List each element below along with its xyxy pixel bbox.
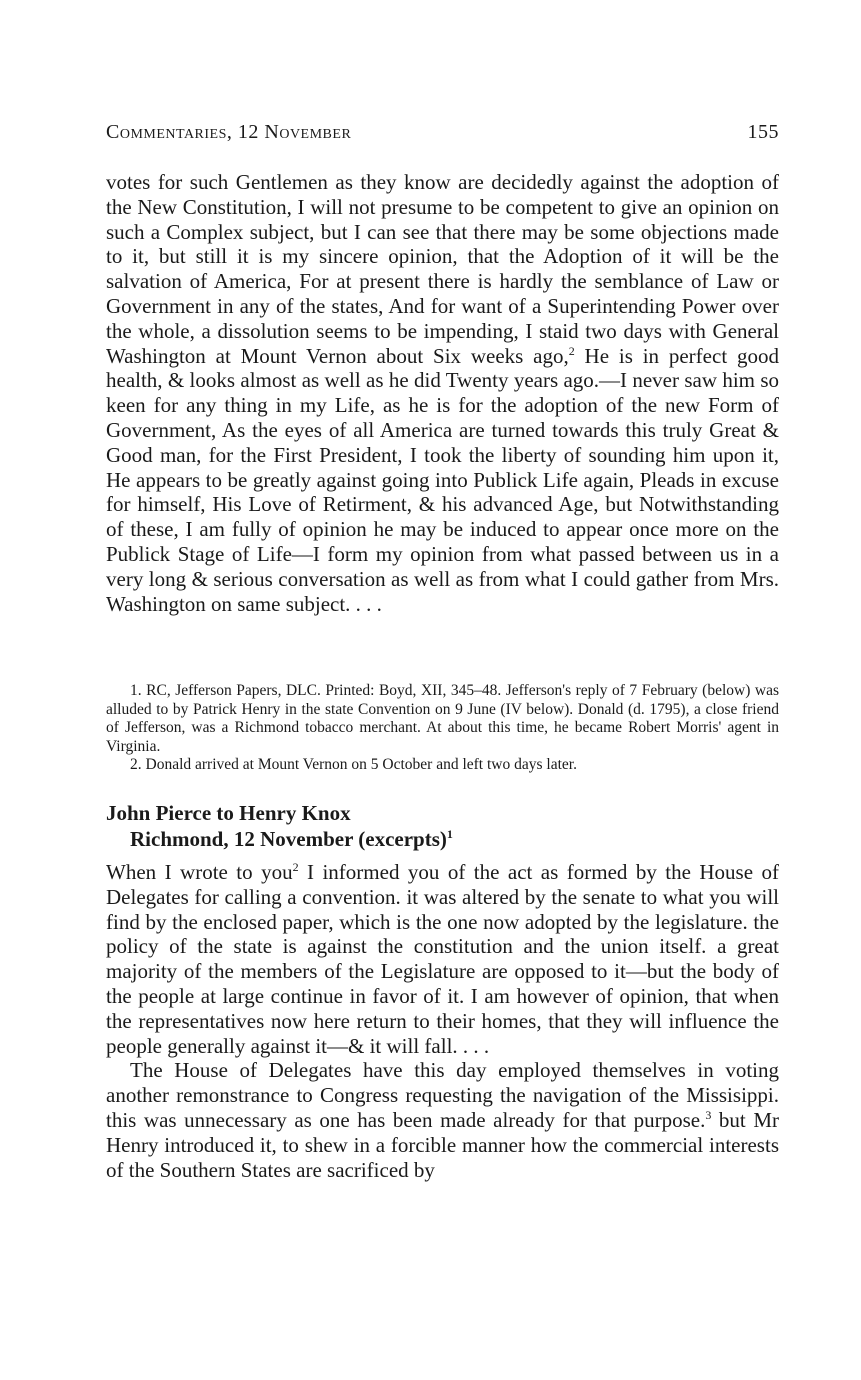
note-reference: 1: [446, 827, 453, 841]
heading-line-1: John Pierce to Henry Knox: [106, 801, 351, 825]
letter-paragraph: [106, 170, 779, 616]
document-heading: [106, 800, 453, 852]
heading-place-date: Richmond, 12 November (excerpts): [130, 827, 447, 851]
footnote-2: 2. Donald arrived at Mount Vernon on 5 October and left two days later.: [130, 756, 577, 773]
continued-letter: [106, 170, 779, 616]
running-header: [106, 121, 779, 144]
running-title: Commentaries, 12 November: [106, 121, 352, 143]
paragraph-text: votes for such Gentlemen as they know are decidedly against the adoption of the New Constitution, I will not presume to be competent to give an opinion on such a Complex subject, but I can see that there may be some objections made to it, but still it is my sincere opinion, that the Adoption of it will be the salvation of America, For at present there is hardly the semblance of Law or Government in any of the states, And for want of a Superintending Power over the whole, a dissolution seems to be impending, I staid two days with General Washington at Mount Vernon about Six weeks ago,: [106, 170, 779, 368]
note-reference: 2: [568, 343, 575, 358]
footnotes: [106, 682, 779, 775]
paragraph-text: When I wrote to you: [106, 860, 293, 884]
heading-line-2: [106, 826, 453, 852]
paragraph-text: He is in perfect good health, & looks almost as well as he did Twenty years ago.—I never saw him so keen for any thing in my Life, as he is for the adoption of the new Form of Government, As the eyes of all America are turned towards this truly Great & Good man, for the First President, I took the liberty of sounding him upon it, He appears to be greatly against going into Publick Life again, Pleads in excuse for himself, His Love of Retirment, & his advanced Age, but Notwithstanding of these, I am fully of opinion he may be induced to appear once more on the Publick Stage of Life—I form my opinion from what passed between us in a very long & serious conversation as well as from what I could gather from Mrs. Washington on same subject. . . .: [106, 343, 779, 616]
paragraph-text: I informed you of the act as formed by the House of Delegates for calling a convention. it was altered by the senate to what you will find by the enclosed paper, which is the one now adopted by the legislature. the policy of the state is against the constitution and the union itself. a great majority of the members of the Legislature are opposed to it—but the body of the people at large continue in favor of it. I am however of opinion, that when the representatives now here return to their homes, that they will influence the people generally against it—& it will fall. . . .: [106, 860, 779, 1058]
letter-paragraph-2: [106, 1058, 779, 1182]
page-number: 155: [747, 121, 779, 143]
note-reference: 3: [705, 1107, 712, 1122]
paragraph-text: The House of Delegates have this day employed themselves in voting another remonstrance to Congress requesting the navigation of the Missisippi. this was unnecessary as one has been made already for that purpose.: [106, 1058, 779, 1132]
footnote-1: 1. RC, Jefferson Papers, DLC. Printed: Boyd, XII, 345–48. Jefferson's reply of 7 February (below) was alluded to by Patrick Henry in the state Convention on 9 June (IV below). Donald (d. 1795), a close friend of Jefferson, was a Richmond tobacco merchant. At about this time, he became Robert Morris' agent in Virginia.: [106, 682, 779, 755]
paragraph-text: but Mr Henry introduced it, to shew in a forcible manner how the commercial interests of the Southern States are sacrificed by: [106, 1107, 779, 1182]
pierce-letter: [106, 860, 779, 1182]
letter-paragraph-1: [106, 860, 779, 1058]
note-reference: 2: [292, 860, 299, 874]
